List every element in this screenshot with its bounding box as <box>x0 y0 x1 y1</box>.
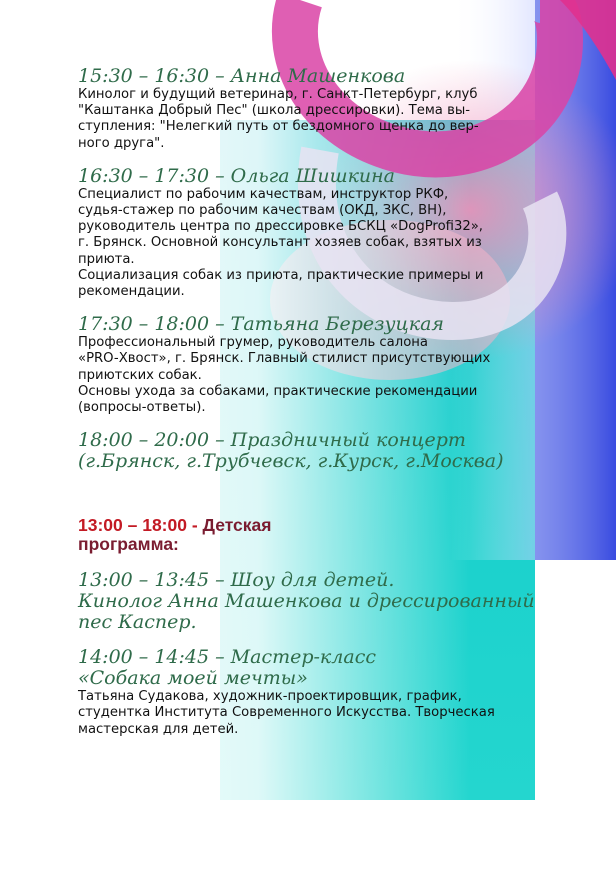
schedule-description: Профессиональный грумер, руководитель салона «PRO-Хвост», г. Брянск. Главный стилист присутствующих приютских собак. Основы ухода за собаками, практические рекомендации (вопросы-ответы). <box>78 335 491 416</box>
kids-program-title: Детская программа: <box>78 515 272 555</box>
schedule-item <box>78 166 538 300</box>
kids-schedule-heading: 14:00 – 14:45 – Мастер-класс «Собака моей мечты» <box>78 646 376 690</box>
schedule-description: Специалист по рабочим качествам, инструктор РКФ, судья-стажер по рабочим качествам (ОКД, ЗКС, ВН), руководитель центра по дрессировке БСКЦ «DogProfi32», г. Брянск. Основной консультант хозяев собак, взятых из приюта. Социализация собак из приюта, практические примеры и рекомендации. <box>78 186 484 300</box>
schedule-heading: 15:30 – 16:30 – Анна Машенкова <box>78 65 406 87</box>
schedule-item <box>78 66 538 152</box>
kids-schedule-item <box>78 647 538 738</box>
kids-program-time: 13:00 – 18:00 - <box>78 515 203 536</box>
spacer <box>78 486 538 516</box>
kids-schedule-description: Татьяна Судакова, художник-проектировщик, график, студентка Института Современного Искусства. Творческая мастерская для детей. <box>78 689 495 737</box>
schedule-item <box>78 430 538 472</box>
kids-schedule-item <box>78 570 538 633</box>
schedule-heading: 18:00 – 20:00 – Праздничный концерт (г.Брянск, г.Трубчевск, г.Курск, г.Москва) <box>78 429 504 473</box>
kids-schedule-heading: 13:00 – 13:45 – Шоу для детей. Кинолог Анна Машенкова и дрессированный пес Каспер. <box>78 569 535 634</box>
schedule-description: Кинолог и будущий ветеринар, г. Санкт-Петербург, клуб "Каштанка Добрый Пес" (школа дрессировки). Тема вы- ступления: "Нелегкий путь от бездомного щенка до вер- ного друга". <box>78 87 479 151</box>
schedule-heading: 16:30 – 17:30 – Ольга Шишкина <box>78 164 395 187</box>
schedule-item <box>78 314 538 416</box>
program-content <box>78 66 538 752</box>
kids-program-heading <box>78 516 538 554</box>
schedule-heading: 17:30 – 18:00 – Татьяна Березуцкая <box>78 313 445 336</box>
